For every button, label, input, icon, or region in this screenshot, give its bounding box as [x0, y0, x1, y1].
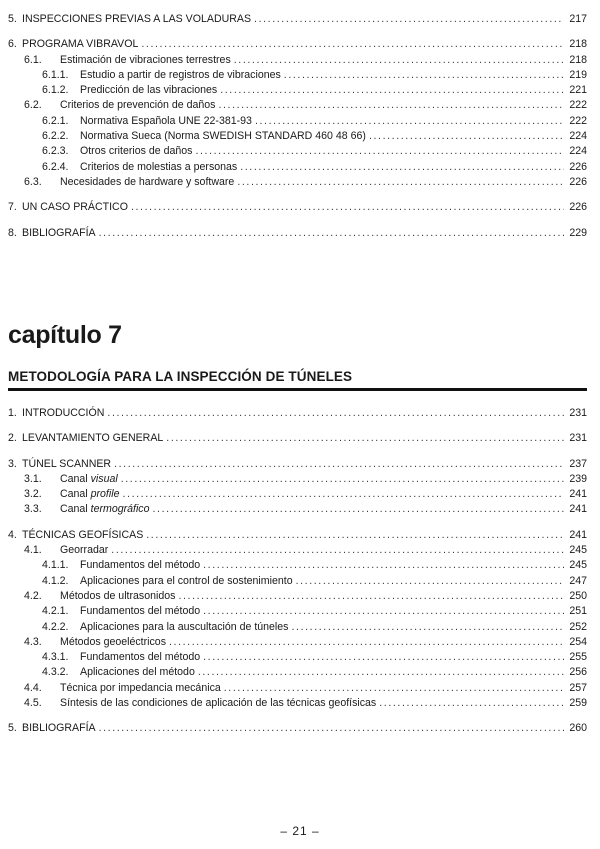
toc-entry-title — [80, 160, 237, 175]
chapter-title: capítulo 7 — [8, 321, 122, 349]
toc-entry-title — [60, 502, 150, 517]
dot-leader — [379, 696, 564, 711]
toc-entry-number: 4.1.2. — [42, 574, 69, 587]
dot-leader — [220, 83, 564, 98]
toc-entry-number: 8. — [8, 226, 17, 239]
toc-entry-title-text: BIBLIOGRAFÍA — [22, 226, 96, 239]
toc-entry-title-text: Métodos geoeléctricos — [60, 635, 166, 648]
toc-entry-page: 237 — [569, 457, 587, 470]
toc-entry[interactable] — [8, 226, 587, 241]
toc-entry-page: 229 — [569, 226, 587, 239]
toc-entry-title-text: Técnica por impedancia mecánica — [60, 681, 221, 694]
toc-entry-number: 6.2. — [24, 99, 42, 112]
toc-entry-title-text: TÚNEL SCANNER — [22, 457, 112, 470]
toc-entry-page: 260 — [569, 722, 587, 735]
toc-entry-page: 255 — [569, 651, 587, 664]
toc-entry-title-text: Aplicaciones del método — [80, 666, 195, 679]
toc-entry-number: 4.2.2. — [42, 620, 69, 633]
toc-entry-title — [22, 721, 96, 736]
dot-leader — [111, 543, 564, 558]
toc-entry-number: 6.3. — [24, 175, 42, 188]
toc-entry-page: 241 — [569, 488, 587, 501]
toc-entry-number: 6.1. — [24, 53, 42, 66]
toc-entry-title — [60, 53, 231, 68]
toc-entry-number: 6.2.3. — [42, 145, 69, 158]
toc-entry-title — [80, 604, 200, 619]
toc-entry-number: 4.1. — [24, 544, 42, 557]
toc-entry[interactable] — [8, 558, 587, 573]
toc-entry-title — [60, 589, 175, 604]
toc-entry[interactable] — [8, 574, 587, 589]
toc-entry[interactable] — [8, 175, 587, 190]
toc-entry-title — [80, 114, 252, 129]
toc-previous-chapter — [8, 12, 587, 241]
dot-leader — [153, 502, 564, 517]
toc-entry[interactable] — [8, 12, 587, 27]
toc-entry-title-text: Canal — [60, 472, 91, 485]
dot-leader — [169, 635, 564, 650]
toc-entry[interactable] — [8, 114, 587, 129]
toc-entry[interactable] — [8, 502, 587, 517]
toc-entry-title-text: Normativa Española UNE 22-381-93 — [80, 114, 252, 127]
toc-entry-number: 6.1.2. — [42, 84, 69, 97]
dot-leader — [234, 53, 564, 68]
toc-entry-title-text: Síntesis de las condiciones de aplicación de las técnicas geofísicas — [60, 697, 377, 710]
toc-entry[interactable] — [8, 431, 587, 446]
toc-entry-page: 239 — [569, 472, 587, 485]
toc-entry-title-text: Fundamentos del método — [80, 651, 201, 664]
toc-entry[interactable] — [8, 83, 587, 98]
toc-entry-number: 4.2.1. — [42, 605, 69, 618]
toc-entry[interactable] — [8, 589, 587, 604]
dot-leader — [178, 589, 564, 604]
toc-entry-page: 256 — [569, 666, 587, 679]
toc-entry-title — [80, 558, 200, 573]
toc-entry-number: 4.5. — [24, 697, 42, 710]
toc-entry-number: 6.2.1. — [42, 114, 69, 127]
dot-leader — [237, 175, 564, 190]
toc-entry-title-italic: visual — [90, 472, 118, 485]
dot-leader — [131, 200, 564, 215]
toc-entry-title — [80, 129, 366, 144]
dot-leader — [114, 457, 564, 472]
toc-entry-number: 4.3.1. — [42, 651, 69, 664]
toc-entry-number: 4.1.1. — [42, 559, 69, 572]
toc-entry-page: 226 — [569, 175, 587, 188]
dot-leader — [203, 558, 564, 573]
toc-spacer — [8, 711, 587, 721]
toc-entry[interactable] — [8, 129, 587, 144]
toc-entry-page: 218 — [569, 53, 587, 66]
toc-entry-title-text: Fundamentos del método — [80, 559, 201, 572]
toc-entry[interactable] — [8, 457, 587, 472]
toc-entry-title — [80, 620, 288, 635]
toc-entry-page: 221 — [569, 84, 587, 97]
toc-entry[interactable] — [8, 487, 587, 502]
toc-entry-number: 6. — [8, 38, 17, 51]
toc-entry-page: 226 — [569, 201, 587, 214]
dot-leader — [203, 650, 564, 665]
toc-entry-title — [22, 406, 104, 421]
toc-entry[interactable] — [8, 200, 587, 215]
toc-entry-number: 4.4. — [24, 681, 42, 694]
toc-entry-title — [80, 650, 200, 665]
toc-entry-title-text: Otros criterios de daños — [80, 145, 193, 158]
toc-entry-title — [60, 98, 215, 113]
title-underline — [8, 388, 587, 391]
dot-leader — [99, 226, 564, 241]
dot-leader — [218, 98, 564, 113]
toc-entry-title-text: Estudio a partir de registros de vibraciones — [80, 68, 281, 81]
toc-entry-page: 231 — [569, 432, 587, 445]
dot-leader — [122, 487, 564, 502]
toc-entry-page: 251 — [569, 605, 587, 618]
toc-entry-title — [80, 665, 195, 680]
dot-leader — [224, 681, 564, 696]
toc-entry-number: 5. — [8, 13, 17, 25]
toc-entry-number: 1. — [8, 407, 17, 419]
toc-entry-page: 257 — [569, 681, 587, 694]
toc-entry[interactable] — [8, 681, 587, 696]
toc-spacer — [8, 518, 587, 528]
toc-entry-title — [22, 431, 163, 446]
dot-leader — [141, 37, 564, 52]
dot-leader — [121, 472, 564, 487]
toc-entry-page: 241 — [569, 503, 587, 516]
toc-entry-page: 217 — [569, 13, 587, 25]
toc-entry[interactable] — [8, 721, 587, 736]
toc-entry-title — [60, 175, 234, 190]
dot-leader — [195, 144, 564, 159]
toc-entry-title — [60, 543, 108, 558]
toc-entry-title-text: PROGRAMA VIBRAVOL — [22, 38, 139, 51]
dot-leader — [198, 665, 564, 680]
toc-entry-page: 259 — [569, 697, 587, 710]
toc-entry-page: 224 — [569, 145, 587, 158]
toc-entry-page: 245 — [569, 544, 587, 557]
dot-leader — [240, 160, 564, 175]
toc-entry[interactable] — [8, 37, 587, 52]
chapter-subtitle: METODOLOGÍA PARA LA INSPECCIÓN DE TÚNELES — [8, 369, 353, 384]
toc-entry-title — [80, 83, 217, 98]
toc-entry-title-text: LEVANTAMIENTO GENERAL — [22, 432, 164, 445]
toc-entry-page: 231 — [569, 407, 587, 419]
toc-entry-number: 6.2.4. — [42, 160, 69, 173]
toc-entry-title — [22, 457, 111, 472]
dot-leader — [107, 406, 564, 421]
toc-entry-title — [60, 472, 118, 487]
toc-entry-title-text: Necesidades de hardware y software — [60, 175, 235, 188]
toc-entry-number: 5. — [8, 722, 17, 735]
toc-entry-number: 7. — [8, 201, 17, 214]
toc-entry-title-text: INTRODUCCIÓN — [22, 407, 105, 419]
toc-entry-number: 6.1.1. — [42, 68, 69, 81]
toc-entry-page: 224 — [569, 130, 587, 143]
toc-entry[interactable] — [8, 620, 587, 635]
toc-entry-title — [22, 226, 96, 241]
toc-entry-page: 250 — [569, 589, 587, 602]
toc-entry-title — [60, 635, 166, 650]
toc-entry-title — [60, 487, 119, 502]
toc-chapter-7 — [8, 406, 587, 737]
dot-leader — [166, 431, 564, 446]
toc-entry-title-text: Criterios de prevención de daños — [60, 99, 216, 112]
toc-entry-number: 3.2. — [24, 488, 42, 501]
toc-entry-page: 222 — [569, 99, 587, 112]
toc-entry-page: 254 — [569, 635, 587, 648]
dot-leader — [369, 129, 564, 144]
toc-entry-title-text: Métodos de ultrasonidos — [60, 589, 176, 602]
toc-entry-page: 222 — [569, 114, 587, 127]
toc-entry[interactable] — [8, 406, 587, 421]
toc-entry[interactable] — [8, 528, 587, 543]
toc-spacer — [8, 447, 587, 457]
toc-entry[interactable] — [8, 160, 587, 175]
toc-entry-title — [80, 68, 281, 83]
toc-entry-title — [60, 681, 221, 696]
toc-entry-number: 3.3. — [24, 503, 42, 516]
dot-leader — [291, 620, 564, 635]
dot-leader — [255, 114, 564, 129]
dot-leader — [284, 68, 564, 83]
toc-entry-page: 241 — [569, 528, 587, 541]
toc-entry-title — [60, 696, 376, 711]
toc-entry-number: 6.2.2. — [42, 130, 69, 143]
toc-entry[interactable] — [8, 604, 587, 619]
dot-leader — [296, 574, 564, 589]
toc-entry-title-text: Aplicaciones para el control de sostenimiento — [80, 574, 293, 587]
toc-entry-title — [22, 37, 138, 52]
toc-entry[interactable] — [8, 144, 587, 159]
toc-entry-title-text: UN CASO PRÁCTICO — [22, 201, 128, 214]
toc-entry-title-text: BIBLIOGRAFÍA — [22, 722, 96, 735]
toc-entry-title — [80, 144, 192, 159]
toc-entry-number: 3. — [8, 457, 17, 470]
toc-entry[interactable] — [8, 68, 587, 83]
toc-entry-page: 245 — [569, 559, 587, 572]
toc-spacer — [8, 27, 587, 37]
dot-leader — [254, 12, 564, 27]
toc-entry-title-text: Aplicaciones para la auscultación de túneles — [80, 620, 289, 633]
toc-entry-number: 4.3.2. — [42, 666, 69, 679]
toc-entry-title-text: Canal — [60, 488, 91, 501]
toc-entry-title — [80, 574, 293, 589]
toc-entry[interactable] — [8, 53, 587, 68]
toc-entry-title-text: Fundamentos del método — [80, 605, 201, 618]
toc-entry-number: 4. — [8, 528, 17, 541]
toc-entry-title — [22, 528, 143, 543]
toc-entry-title-text: Criterios de molestias a personas — [80, 160, 238, 173]
toc-entry-title-text: Estimación de vibraciones terrestres — [60, 53, 231, 66]
toc-entry-title-text: Canal — [60, 503, 91, 516]
toc-entry-page: 219 — [569, 68, 587, 81]
toc-entry-number: 4.3. — [24, 635, 42, 648]
toc-entry[interactable] — [8, 650, 587, 665]
toc-entry-title-text: TÉCNICAS GEOFÍSICAS — [22, 528, 144, 541]
toc-entry-page: 247 — [569, 574, 587, 587]
toc-entry-title-text: Normativa Sueca (Norma SWEDISH STANDARD 460 48 66) — [80, 130, 366, 143]
toc-entry-title-text: INSPECCIONES PREVIAS A LAS VOLADURAS — [22, 13, 252, 25]
toc-entry-page: 218 — [569, 38, 587, 51]
toc-entry-number: 3.1. — [24, 472, 42, 485]
toc-entry-title — [22, 12, 251, 27]
toc-entry[interactable] — [8, 472, 587, 487]
toc-entry-number: 2. — [8, 432, 17, 445]
toc-entry[interactable] — [8, 543, 587, 558]
toc-entry-title-italic: profile — [90, 488, 120, 501]
toc-entry[interactable] — [8, 665, 587, 680]
toc-entry-page: 226 — [569, 160, 587, 173]
toc-spacer — [8, 421, 587, 431]
toc-entry-title-italic: termográfico — [90, 503, 150, 516]
toc-entry-title — [22, 200, 128, 215]
dot-leader — [146, 528, 564, 543]
dot-leader — [99, 721, 564, 736]
dot-leader — [203, 604, 564, 619]
toc-spacer — [8, 190, 587, 200]
toc-entry-number: 4.2. — [24, 589, 42, 602]
toc-spacer — [8, 216, 587, 226]
toc-entry-page: 252 — [569, 620, 587, 633]
toc-entry-title-text: Georradar — [60, 544, 109, 557]
toc-entry-title-text: Predicción de las vibraciones — [80, 84, 218, 97]
page-number: – 21 – — [280, 824, 320, 838]
toc-entry[interactable] — [8, 635, 587, 650]
toc-entry[interactable] — [8, 696, 587, 711]
toc-entry[interactable] — [8, 98, 587, 113]
